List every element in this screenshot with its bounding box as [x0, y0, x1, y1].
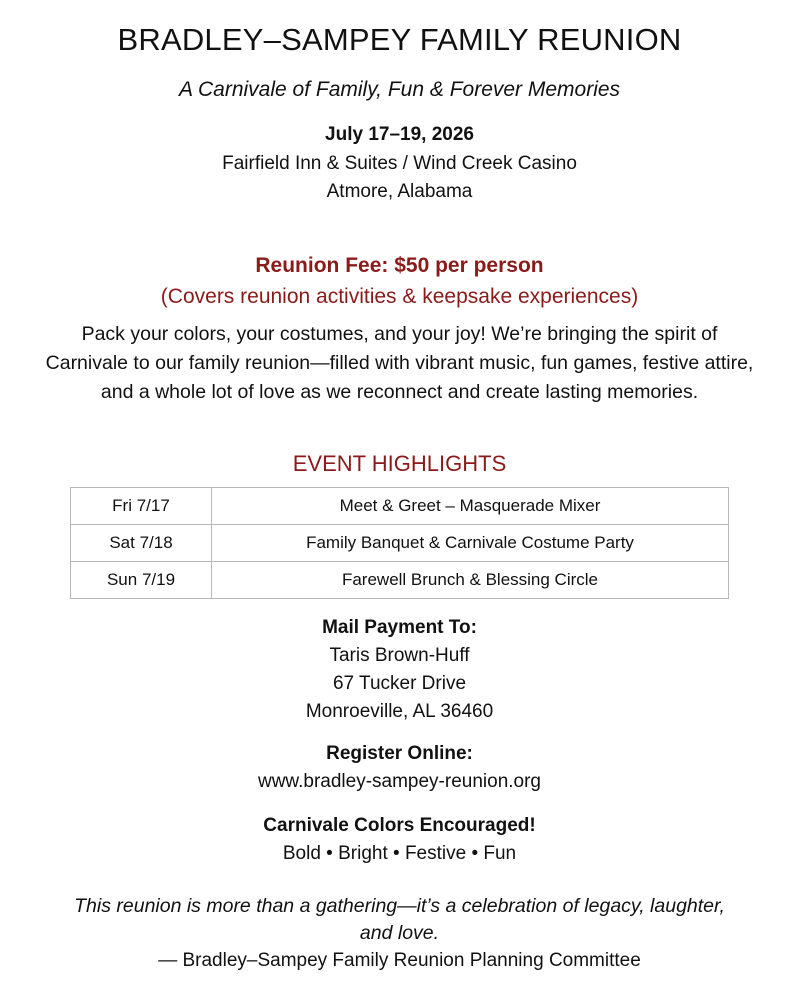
page-title: BRADLEY–SAMPEY FAMILY REUNION: [117, 22, 682, 57]
closing-quote: This reunion is more than a gathering—it’s a celebration of legacy, laughter, and love.: [74, 895, 725, 944]
register-url-link[interactable]: www.bradley-sampey-reunion.org: [257, 771, 541, 792]
colors-line: Bold • Bright • Festive • Fun: [282, 843, 517, 864]
register-online-heading: Register Online:: [326, 743, 473, 764]
highlight-event: Meet & Greet – Masquerade Mixer: [212, 488, 729, 525]
colors-heading: Carnivale Colors Encouraged!: [263, 815, 536, 836]
mail-name: Taris Brown-Huff: [329, 645, 470, 666]
highlight-day: Sat 7/18: [71, 525, 212, 562]
event-city: Atmore, Alabama: [326, 181, 473, 202]
table-row: [71, 488, 729, 525]
highlight-event: Family Banquet & Carnivale Costume Party: [212, 525, 729, 562]
highlight-day: Sun 7/19: [71, 562, 212, 599]
highlight-event: Farewell Brunch & Blessing Circle: [212, 562, 729, 599]
reunion-fee: Reunion Fee: $50 per person: [255, 254, 544, 277]
mail-city-state-zip: Monroeville, AL 36460: [305, 701, 494, 722]
table-row: [71, 562, 729, 599]
mail-street: 67 Tucker Drive: [332, 673, 467, 694]
intro-paragraph: Pack your colors, your costumes, and your joy! We’re bringing the spirit of Carnivale to our family reunion—filled with vibrant music, fun games, festive attire, and a whole lot of love as we reconnect and create lasting memories.: [45, 323, 754, 403]
reunion-fee-note: (Covers reunion activities & keepsake experiences): [160, 285, 639, 308]
mail-payment-heading: Mail Payment To:: [322, 617, 477, 638]
event-highlights-table: [70, 487, 729, 599]
table-row: [71, 525, 729, 562]
event-highlights-heading: EVENT HIGHLIGHTS: [292, 451, 507, 476]
event-venue: Fairfield Inn & Suites / Wind Creek Casino: [222, 153, 577, 174]
event-dates: July 17–19, 2026: [325, 124, 474, 145]
page-subtitle: A Carnivale of Family, Fun & Forever Memories: [178, 78, 621, 101]
highlight-day: Fri 7/17: [71, 488, 212, 525]
closing-signature: — Bradley–Sampey Family Reunion Planning Committee: [158, 950, 641, 971]
